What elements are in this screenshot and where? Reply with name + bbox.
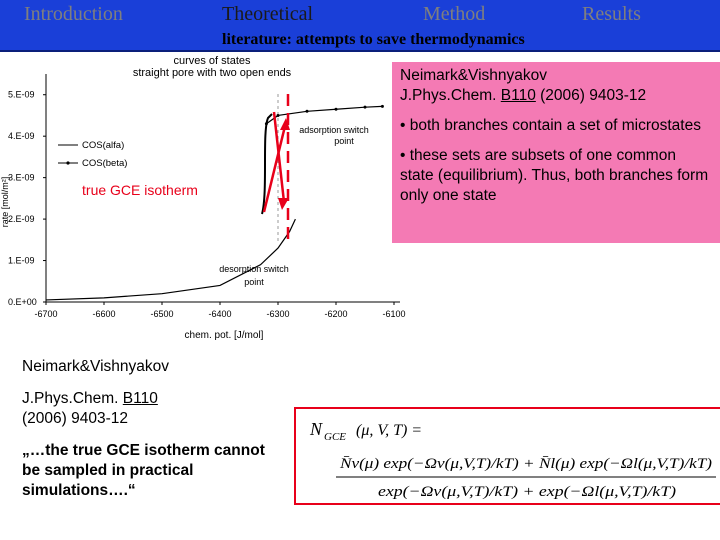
x-tick-label: -6700	[34, 309, 58, 319]
info-journal-volume: B110	[500, 87, 536, 104]
ads-switch-label-1: adsorption switch	[299, 125, 369, 135]
nav-introduction[interactable]: Introduction	[24, 3, 123, 25]
x-tick-label: -6400	[208, 309, 232, 319]
series-beta-line	[266, 106, 382, 123]
y-tick-label: 1.E-09	[8, 255, 35, 266]
formula-lhs-args: (μ, V, T) =	[356, 422, 423, 439]
page-subtitle: literature: attempts to save thermodynamics	[222, 31, 525, 48]
des-switch-label-2: point	[244, 277, 264, 287]
info-author: Neimark&Vishnyakov	[400, 67, 548, 84]
x-axis-label: chem. pot. [J/mol]	[184, 330, 264, 341]
y-tick-label: 3.E-09	[8, 172, 35, 183]
formula-svg	[296, 409, 720, 503]
citation-journal-post: (2006) 9403-12	[22, 410, 128, 427]
formula-denominator: exp(−Ωv(μ,V,T)/kT) + exp(−Ωl(μ,V,T)/kT)	[378, 484, 677, 500]
citation-quote: „…the true GCE isotherm cannot be sampled in practical simulations….“	[22, 442, 265, 499]
formula-lhs-sub: GCE	[324, 431, 346, 443]
info-journal-post: (2006) 9403-12	[535, 87, 647, 104]
y-tick-label: 0.E+00	[8, 297, 37, 307]
des-switch-label-1: desorption switch	[219, 264, 289, 274]
isotherm-graph	[0, 52, 406, 342]
legend-beta-marker	[66, 161, 69, 164]
citation-journal-pre: J.Phys.Chem.	[22, 390, 123, 407]
info-box	[392, 62, 720, 243]
info-journal	[400, 86, 712, 106]
series-beta-point	[335, 108, 338, 111]
y-axis-label: rate [mol/m²]	[0, 176, 10, 228]
y-tick-label: 2.E-09	[8, 214, 35, 225]
y-tick-label: 4.E-09	[8, 131, 35, 142]
series-alfa-line	[46, 219, 295, 300]
info-bullet-2: • these sets are subsets of one common state (equilibrium). Thus, both branches form only one state	[400, 147, 709, 204]
x-tick-label: -6600	[92, 309, 116, 319]
formula-lhs: N	[310, 419, 323, 439]
info-journal-pre: J.Phys.Chem.	[400, 87, 501, 104]
x-tick-label: -6100	[382, 309, 406, 319]
nav-results[interactable]: Results	[582, 3, 641, 25]
header-bar	[0, 0, 720, 52]
chart-title-2: straight pore with two open ends	[132, 67, 292, 79]
chart-title-1: curves of states	[173, 55, 251, 67]
citation-author: Neimark&Vishnyakov	[22, 358, 170, 375]
series-beta-point	[277, 114, 280, 117]
chart-svg	[0, 52, 406, 342]
info-bullet-1: • both branches contain a set of microstates	[400, 117, 701, 134]
y-tick-label: 5.E-09	[8, 89, 35, 100]
formula-box	[294, 407, 720, 505]
x-tick-label: -6200	[324, 309, 348, 319]
legend-alfa: COS(alfa)	[82, 140, 125, 151]
legend-beta: COS(beta)	[82, 158, 128, 169]
x-tick-label: -6300	[266, 309, 290, 319]
nav-method[interactable]: Method	[423, 3, 486, 25]
citation-journal	[22, 389, 272, 429]
citation-journal-volume: B110	[122, 390, 158, 407]
series-beta-point	[364, 106, 367, 109]
citation-block	[22, 357, 272, 501]
series-beta-point	[265, 122, 268, 125]
ads-switch-label-2: point	[334, 136, 354, 146]
nav-theoretical[interactable]: Theoretical	[222, 3, 314, 25]
series-beta-point	[306, 110, 309, 113]
series-beta-point	[381, 105, 384, 108]
x-tick-label: -6500	[150, 309, 174, 319]
formula-numerator: N̄v(μ) exp(−Ωv(μ,V,T)/kT) + N̄l(μ) exp(−Ωl(μ,V,T)/kT)	[338, 456, 713, 472]
true-gce-label: true GCE isotherm	[82, 182, 198, 198]
